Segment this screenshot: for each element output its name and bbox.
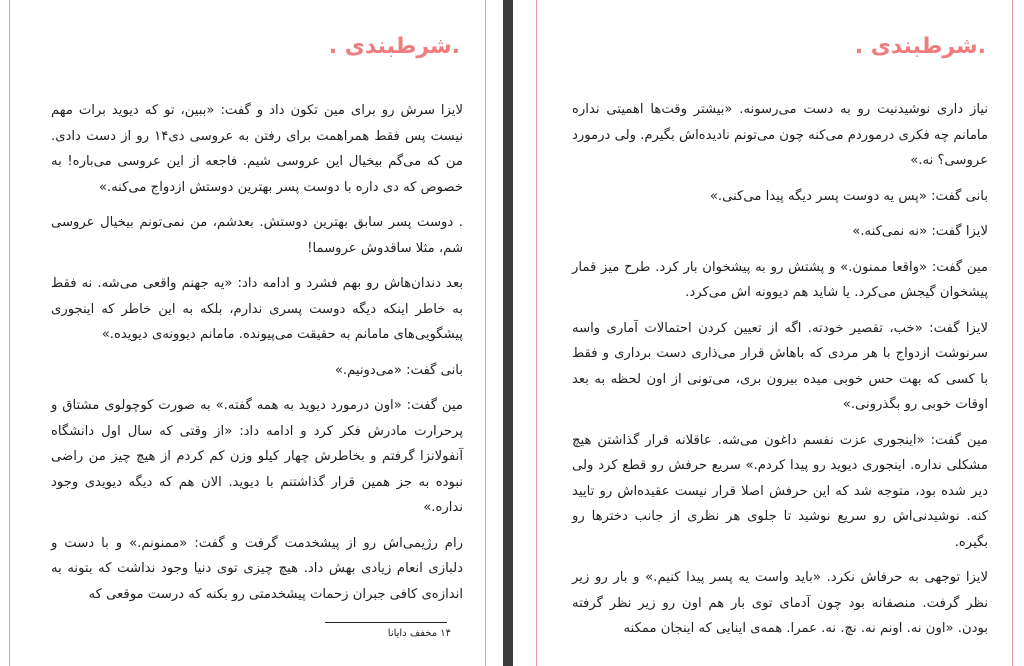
paragraph: لایزا سرش رو برای مین تکون داد و گفت: «ببین، تو که دیوید برات مهم نیست پس فقط همراهمت برای رفتن به عروسی دی۱۴ رو از دست دادی. من که می‌گم بیخیال این عروسی شیم. فاجعه از این عروسی می‌باره! به خصوص که دی داره با دوست پسر بهترین دوستش ازدواج می‌کنه.»	[51, 103, 463, 195]
left-running-head: .شرطبندی .	[328, 34, 460, 59]
paragraph: . دوست پسر سابق بهترین دوستش. بعدشم، من نمی‌تونم بیخیال عروسی شم، مثلا ساقدوش عروسما!	[51, 215, 463, 256]
paragraph: لایزا گفت: «نه نمی‌کنه.»	[852, 224, 988, 239]
left-page-margin-line-outer	[9, 0, 10, 666]
footnote-rule	[325, 622, 447, 623]
paragraph: لایزا توجهی به حرفاش نکرد. «باید واست یه پسر پیدا کنیم.» و بار رو زیر نظر گرفت. منصفانه بود چون آدمای توی بار هم اون رو زیر نظر گرفته بودن. «اون نه. اونم نه. نچ. نه. عمرا. همه‌ی اینایی که اینجان ممکنه	[572, 570, 988, 636]
paragraph: مین گفت: «اون درمورد دیوید به همه گفته.» به صورت کوچولوی مشتاق و پرحرارت مادرش فکر کرد و ادامه داد: «از وقتی که سال اول دانشگاه آنفولانزا گرفتم و بخاطرش چهار کیلو وزن کم کردم از هیچ چیز من راضی نبوده به جز همین قرار گذاشتنم با دیوید. الان هم که دیگه دیویدی وجود نداره.»	[51, 398, 463, 515]
right-page-body	[572, 97, 988, 652]
paragraph: نیاز داری نوشیدنیت رو به دست می‌رسونه. «بیشتر وقت‌ها اهمیتی نداره مامانم چه فکری درموردم می‌کنه چون می‌تونم نادیده‌اش بگیرم. ولی درمورد عروسی؟ نه.»	[572, 102, 988, 168]
right-running-head: .شرطبندی .	[854, 34, 986, 59]
left-page-body	[51, 98, 463, 617]
paragraph: بانی گفت: «پس یه دوست پسر دیگه پیدا می‌کنی.»	[709, 188, 988, 204]
left-page-margin-line-inner	[485, 0, 486, 666]
left-page	[0, 0, 503, 666]
paragraph: رام رژیمی‌اش رو از پیشخدمت گرفت و گفت: «ممنونم.» و با دست و دلبازی انعام زیادی بهش داد. هیچ چیزی توی دنیا وجود نداشت که بتونه به اندازه‌ی کافی جبران زحمات پیشخدمتی رو بکنه که درست موقعی که	[51, 535, 463, 602]
paragraph: لایزا گفت: «خب، تقصیر خودته. اگه از تعیین کردن احتمالات آماری واسه سرنوشت ازدواج با هر مردی که باهاش قرار می‌ذاری دست برداری و فقط با کسی که بهت حس خوبی میده بیرون بری، می‌تونی از اون لحظه به بعد اوقات خوبی رو بگذرونی.»	[572, 320, 988, 412]
right-page-margin-line-inner	[536, 0, 537, 666]
footnote: ۱۴ مخفف دایانا	[387, 628, 451, 639]
paragraph: مین گفت: «اینجوری عزت نفسم داغون می‌شه. عاقلانه قرار گذاشتن هیچ مشکلی نداره. اینجوری دیوید رو پیدا کردم.» سریع حرفش رو قطع کرد ولی دیر شده بود، متوجه شد که این حرفش اصلا قرار نیست عقیده‌اش رو تایید کنه. نوشیدنی‌اش رو سریع نوشید تا جلوی هر نظری از جانب دخترها رو بگیره.	[572, 432, 988, 550]
page-gutter	[503, 0, 513, 666]
paragraph: بانی گفت: «می‌دونیم.»	[334, 362, 463, 378]
right-page	[513, 0, 1024, 666]
right-page-margin-line-outer	[1012, 0, 1013, 666]
paragraph: بعد دندان‌هاش رو بهم فشرد و ادامه داد: «یه جهنم واقعی می‌شه. نه فقط به خاطر اینکه دیگه دوست پسری ندارم، بلکه به این خاطر که اینجوری پیشگویی‌های مامانم به حقیقت می‌پیونده. مامانم دیوونه‌ی دیویده.»	[51, 276, 463, 342]
paragraph: مین گفت: «واقعا ممنون.» و پشتش رو به پیشخوان بار کرد. طرح میز قمار پیشخوان گیجش می‌کرد. یا شاید هم دیوونه اش می‌کرد.	[572, 259, 988, 300]
